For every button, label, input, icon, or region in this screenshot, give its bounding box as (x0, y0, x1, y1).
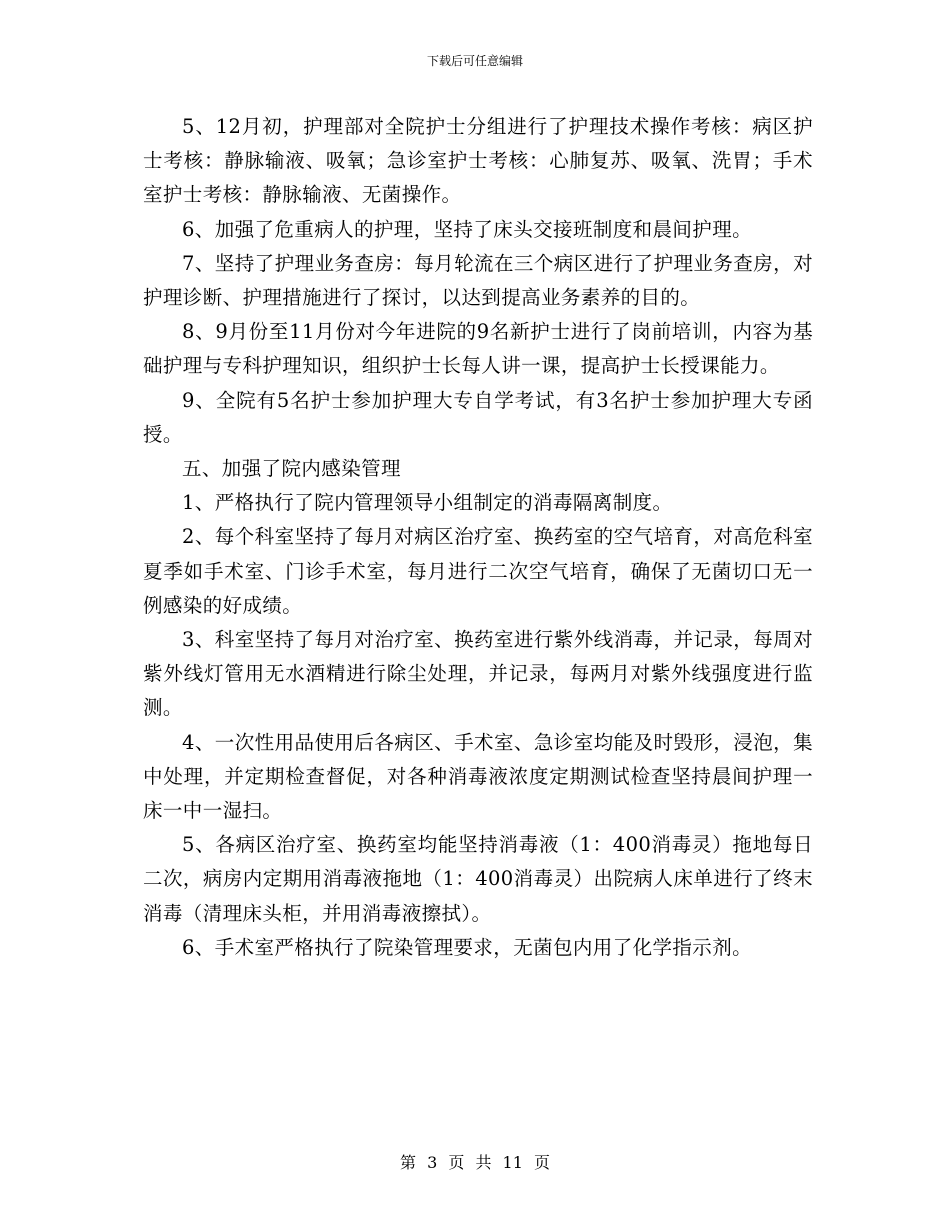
paragraph-nursing-skill-exam: 5、12月初，护理部对全院护士分组进行了护理技术操作考核：病区护士考核：静脉输液、吸氧；急诊室护士考核：心肺复苏、吸氧、洗胃；手术室护士考核：静脉输液、无菌操作。 (143, 115, 813, 207)
paragraph-critical-patient-care: 6、加强了危重病人的护理，坚持了床头交接班制度和晨间护理。 (182, 217, 753, 241)
paragraph-new-nurse-training: 8、9月份至11月份对今年进院的9名新护士进行了岗前培训，内容为基础护理与专科护理知识，组织护士长每人讲一课，提高护士长授课能力。 (143, 320, 813, 378)
paragraph-nursing-rounds: 7、坚持了护理业务查房：每月轮流在三个病区进行了护理业务查房，对护理诊断、护理措施进行了探讨，以达到提高业务素养的目的。 (143, 251, 813, 310)
paragraph-floor-disinfection: 5、各病区治疗室、换药室均能坚持消毒液（1：400消毒灵）拖地每日二次，病房内定期用消毒液拖地（1：400消毒灵）出院病人床单进行了终末消毒（清理床头柜，并用消毒液擦拭）。 (143, 833, 813, 925)
page-header-note: 下载后可任意编辑 (426, 54, 523, 68)
paragraph-disposable-items: 4、一次性用品使用后各病区、手术室、急诊室均能及时毁形，浸泡，集中处理，并定期检查督促，对各种消毒液浓度定期测试检查坚持晨间护理一床一中一湿扫。 (143, 730, 813, 823)
section-heading-infection-control: 五、加强了院内感染管理 (182, 457, 401, 481)
paragraph-college-exams: 9、全院有5名护士参加护理大专自学考试，有3名护士参加护理大专函授。 (143, 388, 813, 446)
paragraph-air-culture: 2、每个科室坚持了每月对病区治疗室、换药室的空气培育，对高危科室夏季如手术室、门诊手术室，每月进行二次空气培育，确保了无菌切口无一例感染的好成绩。 (143, 525, 813, 617)
document-body (143, 110, 813, 965)
paragraph-disinfection-system: 1、严格执行了院内管理领导小组制定的消毒隔离制度。 (182, 491, 673, 515)
paragraph-uv-disinfection: 3、科室坚持了每月对治疗室、换药室进行紫外线消毒，并记录，每周对紫外线灯管用无水酒精进行除尘处理，并记录，每两月对紫外线强度进行监测。 (143, 628, 813, 720)
paragraph-operating-room: 6、手术室严格执行了院染管理要求，无菌包内用了化学指示剂。 (182, 935, 753, 959)
page-number-footer: 第 3 页 共 11 页 (400, 1153, 550, 1172)
